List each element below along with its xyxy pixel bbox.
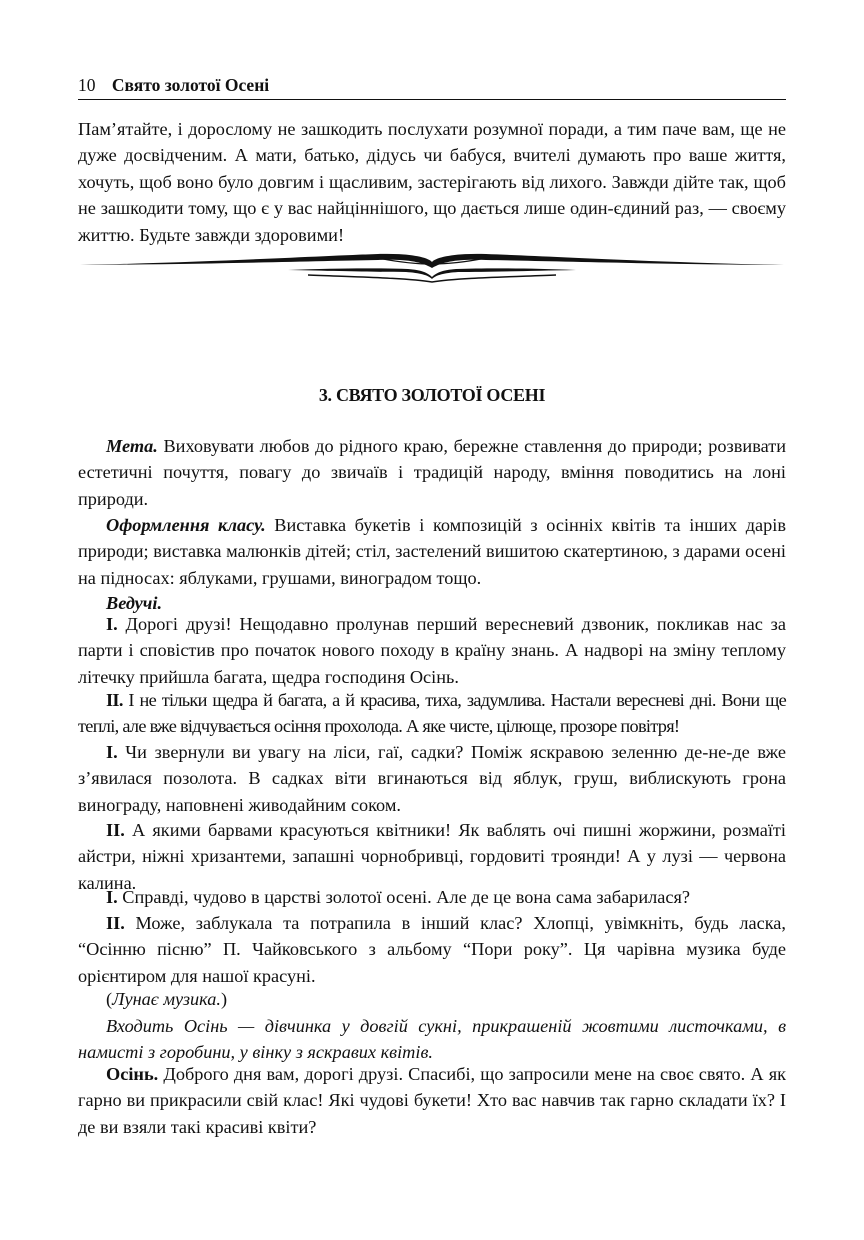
ornament-divider xyxy=(78,248,786,284)
goal-label: Мета. xyxy=(106,436,158,456)
autumn-text: Доброго дня вам, дорогі друзі. Спасибі, що запросили мене на своє свято. А як гарно ви прикрасили свій клас! Які чудові букети! Хто вас навчив так гарно складати їх? І де ви взяли такі красиві квіти? xyxy=(78,1064,786,1137)
dialogue-line xyxy=(78,910,786,989)
dialogue-line xyxy=(78,687,786,740)
decoration-text: Виставка букетів і композицій з осінніх квітів та інших дарів природи; виставка малюнків дітей; стіл, застелений вишитою скатертиною, з дарами осені на підносах: яблуками, грушами, виноградом тощо. xyxy=(78,515,786,588)
dialogue-text: І не тільки щедра й багата, а й красива, тиха, задумлива. Настали вересневі дні. Вони ще теплі, але вже відчувається осіння прохолода. А яке чисте, цілюще, прозоре повітря! xyxy=(78,690,786,737)
dialogue-text: А якими барвами красуються квітники! Як ваблять очі пишні жоржини, розмаїті айстри, ніжні хризантеми, запашні чорнобривці, гордовиті троянди! А у лузі — червона калина. xyxy=(78,820,786,893)
dialogue-text: Справді, чудово в царстві золотої осені. Але де це вона сама забарилася? xyxy=(117,887,690,907)
speaker-label: I. xyxy=(106,887,118,907)
speaker-label: I. xyxy=(106,742,118,762)
autumn-speaker-label: Осінь. xyxy=(106,1064,159,1084)
section-title: 3. СВЯТО ЗОЛОТОЇ ОСЕНІ xyxy=(318,385,546,405)
autumn-line xyxy=(78,1061,786,1140)
intro-paragraph: Пам’ятайте, і дорослому не зашкодить послухати розумної поради, а тим паче вам, ще не дуже досвідченим. А мати, батько, дідусь чи бабуся, вчителі думають про ваше життя, хочуть, щоб воно було довгим і щасливим, застерігають від лихого. Завжди дійте так, щоб не зашкодити тому, що є у вас найціннішого, що дається лише один-єдиний раз, — своєму життю. Будьте завжди здоровими! xyxy=(78,119,786,245)
goal-paragraph xyxy=(78,433,786,512)
dialogue-line xyxy=(78,611,786,690)
page-number: 10 xyxy=(78,75,96,95)
decoration-paragraph xyxy=(78,512,786,591)
speaker-label: II. xyxy=(106,913,125,933)
running-header xyxy=(78,74,786,100)
running-title: Свято золотої Осені xyxy=(111,75,270,95)
stage-direction-music xyxy=(78,986,786,1012)
decoration-label: Оформлення класу. xyxy=(106,515,266,535)
speaker-label: II. xyxy=(106,690,123,710)
stage-direction-enter: Входить Осінь — дівчинка у довгій сукні, прикрашеній жовтими листочками, в намисті з горобини, у вінку з яскравих квітів. xyxy=(78,1016,786,1063)
paren-close: ) xyxy=(220,989,228,1009)
speaker-label: II. xyxy=(106,820,125,840)
music-direction-text: Лунає музика. xyxy=(112,989,221,1009)
goal-text: Виховувати любов до рідного краю, бережне ставлення до природи; розвивати естетичні почуття, повагу до звичаїв і традицій народу, вміння поводитись на лоні природи. xyxy=(78,436,786,509)
speaker-label: I. xyxy=(106,614,118,634)
dialogue-line xyxy=(78,739,786,818)
dialogue-text: Може, заблукала та потрапила в інший клас? Хлопці, увімкніть, будь ласка, “Осінню пісню” П. Чайковського з альбому “Пори року”. Ця чарівна музика буде орієнтиром для нашої красуні. xyxy=(78,913,786,986)
dialogue-text: Чи звернули ви увагу на ліси, гаї, садки? Поміж яскравою зеленню де-не-де вже з’явилася позолота. В садках віти вгинаються від яблук, груш, виблискують грона винограду, наповнені живодайним соком. xyxy=(78,742,786,815)
paren-open: ( xyxy=(106,989,113,1009)
hosts-label: Ведучі. xyxy=(106,593,163,613)
dialogue-text: Дорогі друзі! Нещодавно пролунав перший вересневий дзвоник, покликав нас за парти і сповістив про початок нового походу в країну знань. А надворі на зміну теплому літечку прийшла багата, щедра господиня Осінь. xyxy=(78,614,786,687)
dialogue-line xyxy=(78,884,786,910)
